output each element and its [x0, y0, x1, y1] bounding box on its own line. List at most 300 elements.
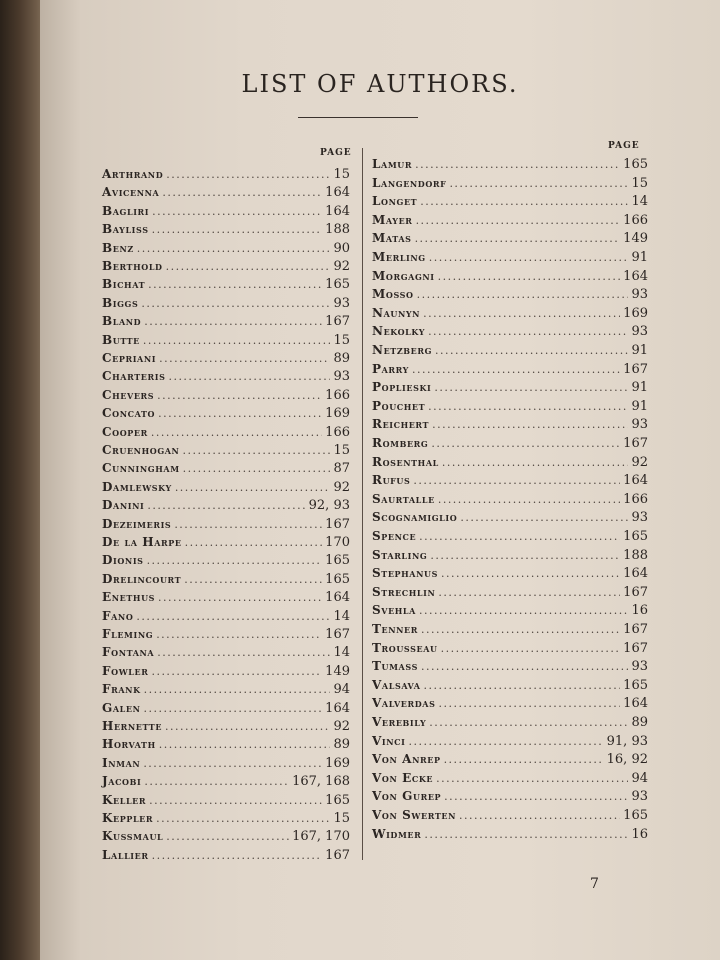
author-name: Concato: [102, 406, 156, 421]
author-name: Spence: [372, 529, 417, 543]
dot-leader: [143, 755, 322, 772]
author-entry: [372, 435, 648, 452]
author-page-ref: 15: [333, 443, 350, 458]
author-entry: [102, 479, 350, 496]
author-name: Fleming: [102, 627, 154, 641]
author-entry: [102, 442, 350, 459]
author-entry: [102, 571, 350, 588]
dot-leader: [175, 479, 331, 496]
dot-leader: [444, 751, 604, 768]
author-name: Pouchet: [372, 398, 426, 413]
dot-leader: [166, 166, 330, 183]
dot-leader: [419, 602, 628, 619]
dot-leader: [184, 571, 322, 588]
author-entry: [102, 276, 350, 293]
author-entry: [372, 509, 648, 526]
author-entry: [102, 203, 350, 220]
dot-leader: [417, 286, 629, 303]
dot-leader: [156, 626, 322, 643]
author-entry: [372, 751, 648, 768]
author-name: Tenner: [372, 622, 418, 636]
author-page-ref: 16: [631, 826, 648, 842]
author-page-ref: 87: [333, 461, 350, 477]
dot-leader: [432, 416, 628, 433]
author-name: Von Swerten: [372, 808, 456, 822]
author-page-ref: 169: [325, 755, 350, 771]
author-page-ref: 188: [325, 222, 350, 238]
author-entry: [372, 230, 648, 247]
author-page-ref: 14: [333, 645, 350, 661]
dot-leader: [162, 184, 322, 201]
author-page-ref: 167: [623, 361, 648, 377]
dot-leader: [183, 460, 331, 477]
dot-leader: [420, 193, 628, 210]
author-entry: [102, 516, 350, 533]
author-entry: [102, 258, 350, 275]
author-name: Hernette: [102, 719, 163, 733]
author-name: Trousseau: [372, 640, 438, 655]
dot-leader: [159, 350, 330, 367]
author-entry: [102, 368, 350, 385]
author-page-ref: 165: [623, 157, 648, 172]
left-page-heading: PAGE: [320, 148, 352, 158]
author-page-ref: 167: [623, 640, 648, 656]
dot-leader: [148, 276, 322, 293]
dot-leader: [412, 361, 620, 378]
dot-leader: [157, 387, 322, 404]
author-name: Naunyn: [372, 305, 421, 320]
author-page-ref: 14: [631, 194, 648, 210]
author-name: Saurtalle: [372, 491, 435, 506]
author-name: Kussmaul: [102, 829, 164, 844]
author-name: Arthrand: [102, 167, 164, 181]
author-page-ref: 166: [623, 491, 648, 507]
dot-leader: [147, 497, 305, 514]
author-entry: [372, 342, 648, 359]
author-name: Bayliss: [102, 222, 149, 237]
author-name: Rosenthal: [372, 454, 439, 469]
dot-leader: [141, 295, 330, 312]
author-entry: [102, 589, 350, 606]
author-name: Cunningham: [102, 461, 180, 476]
dot-leader: [147, 552, 323, 569]
dot-leader: [168, 368, 330, 385]
author-page-ref: 164: [325, 700, 350, 716]
author-name: Frank: [102, 682, 141, 697]
dot-leader: [421, 621, 620, 638]
author-entry: [372, 361, 648, 378]
author-entry: [102, 424, 350, 441]
author-page-ref: 164: [325, 203, 350, 219]
author-page-ref: 93: [631, 510, 648, 526]
author-entry: [372, 695, 648, 712]
author-entry: [102, 700, 350, 717]
dot-leader: [149, 792, 322, 809]
author-entry: [102, 240, 350, 257]
author-page-ref: 167: [325, 847, 350, 863]
author-page-ref: 16, 92: [606, 752, 648, 768]
author-entry: [102, 847, 350, 864]
author-page-ref: 188: [623, 547, 648, 563]
author-name: Valsava: [372, 677, 421, 692]
dot-leader: [152, 221, 323, 238]
author-entry: [102, 405, 350, 422]
author-entry: [372, 565, 648, 582]
dot-leader: [438, 695, 620, 712]
author-entry: [102, 350, 350, 367]
author-name: Poplieski: [372, 380, 432, 395]
author-entry: [372, 268, 648, 285]
dot-leader: [143, 332, 331, 349]
author-name: Tumass: [372, 659, 418, 674]
author-entry: [102, 718, 350, 735]
author-page-ref: 165: [623, 529, 648, 544]
author-name: Fowler: [102, 663, 149, 678]
dot-leader: [424, 677, 621, 694]
author-page-ref: 167: [623, 436, 648, 451]
author-page-ref: 169: [623, 305, 648, 321]
dot-leader: [441, 565, 620, 582]
author-name: Mayer: [372, 212, 413, 227]
author-page-ref: 167: [623, 622, 648, 637]
dot-leader: [429, 714, 628, 731]
author-page-ref: 169: [325, 406, 350, 422]
author-page-ref: 91: [631, 343, 648, 358]
author-page-ref: 93: [631, 324, 648, 340]
author-page-ref: 165: [325, 571, 350, 587]
author-entry: [372, 193, 648, 210]
author-name: Chevers: [102, 387, 155, 402]
author-entry: [102, 736, 350, 753]
author-page-ref: 167: [623, 584, 648, 600]
author-name: Morgagni: [372, 268, 435, 283]
author-name: Damlewsky: [102, 479, 172, 494]
dot-leader: [441, 640, 621, 657]
author-page-ref: 164: [325, 590, 350, 606]
author-entry: [102, 313, 350, 330]
author-page-ref: 164: [623, 566, 648, 582]
author-entry: [372, 305, 648, 322]
dot-leader: [421, 658, 629, 675]
author-page-ref: 164: [623, 268, 648, 284]
dot-leader: [144, 681, 331, 698]
author-entry: [102, 221, 350, 238]
author-page-ref: 149: [623, 231, 648, 247]
dot-leader: [459, 807, 620, 824]
author-page-ref: 89: [631, 715, 648, 730]
author-page-ref: 90: [333, 240, 350, 256]
author-name: Berthold: [102, 259, 163, 273]
dot-leader: [438, 584, 620, 601]
author-name: Drelincourt: [102, 571, 182, 586]
author-entry: [102, 534, 350, 551]
author-page-ref: 165: [325, 277, 350, 293]
author-page-ref: 165: [325, 553, 350, 569]
author-entry: [102, 773, 350, 790]
author-page-ref: 167: [325, 314, 350, 330]
dot-leader: [185, 534, 323, 551]
author-entry: [372, 212, 648, 229]
author-entry: [372, 714, 648, 731]
book-page: [40, 0, 720, 960]
author-name: Dezeimeris: [102, 516, 172, 531]
dot-leader: [158, 405, 322, 422]
author-name: Matas: [372, 231, 412, 246]
dot-leader: [151, 663, 322, 680]
dot-leader: [435, 342, 628, 359]
author-name: Von Gurep: [372, 789, 442, 804]
dot-leader: [423, 305, 620, 322]
author-entry: [372, 770, 648, 787]
author-page-ref: 89: [333, 351, 350, 366]
author-name: Von Anrep: [372, 752, 441, 767]
author-name: Inman: [102, 755, 141, 770]
author-page-ref: 93: [333, 295, 350, 311]
author-entry: [102, 828, 350, 845]
author-name: Lamur: [372, 157, 413, 171]
dot-leader: [449, 175, 628, 192]
author-page-ref: 93: [631, 287, 648, 303]
dot-leader: [156, 810, 330, 827]
author-page-ref: 166: [325, 387, 350, 403]
dot-leader: [165, 718, 330, 735]
dot-leader: [415, 230, 621, 247]
author-page-ref: 170: [325, 535, 350, 550]
author-entry: [372, 826, 648, 843]
dot-leader: [151, 424, 322, 441]
dot-leader: [157, 644, 330, 661]
dot-leader: [434, 379, 628, 396]
author-entry: [102, 663, 350, 680]
author-entry: [102, 810, 350, 827]
author-entry: [102, 681, 350, 698]
author-page-ref: 91: [631, 380, 648, 396]
author-entry: [372, 584, 648, 601]
author-name: Bichat: [102, 277, 146, 292]
author-page-ref: 166: [623, 212, 648, 228]
author-page-ref: 94: [631, 770, 648, 786]
author-entry: [372, 621, 648, 638]
author-page-ref: 15: [333, 167, 350, 182]
author-entry: [372, 416, 648, 433]
author-entry: [102, 626, 350, 643]
author-name: Fano: [102, 608, 134, 623]
author-entry: [372, 156, 648, 173]
dot-leader: [436, 770, 628, 787]
dot-leader: [182, 442, 330, 459]
author-entry: [372, 323, 648, 340]
author-page-ref: 14: [333, 608, 350, 624]
author-page-ref: 165: [623, 808, 648, 823]
dot-leader: [428, 323, 628, 340]
author-name: De la Harpe: [102, 535, 182, 549]
dot-leader: [413, 472, 620, 489]
author-name: Danini: [102, 498, 145, 513]
author-entry: [372, 807, 648, 824]
author-name: Avicenna: [102, 185, 160, 200]
author-name: Bland: [102, 314, 142, 329]
author-page-ref: 164: [623, 473, 648, 489]
dot-leader: [416, 212, 621, 229]
author-entry: [102, 460, 350, 477]
author-entry: [102, 755, 350, 772]
author-entry: [102, 497, 350, 514]
author-entry: [102, 332, 350, 349]
dot-leader: [174, 516, 322, 533]
author-name: Keppler: [102, 811, 154, 825]
dot-leader: [137, 240, 331, 257]
author-page-ref: 93: [631, 417, 648, 433]
author-entry: [102, 608, 350, 625]
dot-leader: [408, 733, 603, 750]
author-page-ref: 164: [325, 185, 350, 201]
author-page-ref: 16: [631, 603, 648, 619]
author-name: Butte: [102, 332, 140, 347]
dot-leader: [431, 435, 620, 452]
author-name: Svehla: [372, 603, 416, 618]
author-name: Langendorf: [372, 175, 447, 190]
page-title: LIST OF AUTHORS.: [241, 70, 519, 98]
dot-leader: [144, 700, 323, 717]
author-name: Nekolky: [372, 324, 426, 339]
author-name: Mosso: [372, 287, 414, 302]
author-page-ref: 167: [325, 627, 350, 642]
author-entry: [102, 387, 350, 404]
author-entry: [102, 552, 350, 569]
author-page-ref: 92: [333, 719, 350, 734]
dot-leader: [438, 491, 620, 508]
author-name: Bagliri: [102, 203, 150, 218]
dot-leader: [430, 547, 620, 564]
dot-leader: [136, 608, 330, 625]
author-entry: [372, 379, 648, 396]
author-page-ref: 93: [631, 789, 648, 805]
author-entry: [372, 658, 648, 675]
dot-leader: [438, 268, 621, 285]
author-page-ref: 89: [333, 737, 350, 753]
author-name: Enethus: [102, 590, 156, 605]
author-page-ref: 92: [333, 479, 350, 495]
author-page-ref: 91: [631, 250, 648, 265]
author-page-ref: 167, 168: [292, 774, 350, 790]
author-page-ref: 164: [623, 696, 648, 712]
author-name: Reichert: [372, 417, 430, 432]
author-name: Fontana: [102, 645, 155, 660]
dot-leader: [144, 773, 289, 790]
dot-leader: [444, 788, 628, 805]
author-entry: [372, 472, 648, 489]
author-name: Charteris: [102, 369, 166, 384]
author-name: Dionis: [102, 553, 144, 568]
author-name: Scognamiglio: [372, 510, 458, 525]
author-name: Cruenhogan: [102, 443, 180, 457]
dot-leader: [442, 454, 629, 471]
author-page-ref: 167, 170: [292, 829, 350, 845]
author-name: Horvath: [102, 737, 156, 752]
author-page-ref: 15: [333, 811, 350, 826]
author-name: Netzberg: [372, 343, 432, 357]
author-entry: [372, 491, 648, 508]
author-entry: [372, 602, 648, 619]
author-name: Keller: [102, 792, 147, 807]
author-page-ref: 92: [333, 259, 350, 274]
dot-leader: [419, 528, 620, 545]
right-page-heading: PAGE: [608, 141, 640, 151]
dot-leader: [144, 313, 322, 330]
author-entry: [372, 175, 648, 192]
author-name: Biggs: [102, 295, 139, 310]
author-page-ref: 166: [325, 424, 350, 440]
dot-leader: [415, 156, 620, 173]
author-page-ref: 92: [631, 454, 648, 470]
author-name: Stephanus: [372, 566, 438, 581]
page-number: 7: [590, 876, 599, 892]
author-name: Widmer: [372, 826, 422, 841]
author-name: Cooper: [102, 424, 148, 439]
dot-leader: [152, 203, 322, 220]
author-name: Jacobi: [102, 774, 142, 789]
dot-leader: [166, 258, 331, 275]
author-name: Vinci: [372, 733, 406, 748]
dot-leader: [152, 847, 323, 864]
author-entry: [372, 286, 648, 303]
dot-leader: [424, 826, 628, 843]
author-entry: [372, 788, 648, 805]
author-entry: [372, 547, 648, 564]
author-name: Von Ecke: [372, 770, 434, 785]
author-name: Valverdas: [372, 696, 436, 711]
author-entry: [372, 249, 648, 266]
author-entry: [372, 640, 648, 657]
author-entry: [102, 166, 350, 183]
author-page-ref: 91: [631, 398, 648, 414]
dot-leader: [429, 249, 629, 266]
author-entry: [372, 454, 648, 471]
author-name: Lallier: [102, 847, 149, 862]
author-page-ref: 165: [623, 677, 648, 693]
author-page-ref: 149: [325, 663, 350, 679]
author-page-ref: 167: [325, 516, 350, 532]
dot-leader: [428, 398, 628, 415]
author-page-ref: 93: [631, 659, 648, 675]
author-entry: [102, 644, 350, 661]
author-page-ref: 91, 93: [606, 733, 648, 749]
column-divider: [362, 148, 363, 860]
dot-leader: [166, 828, 289, 845]
author-page-ref: 93: [333, 369, 350, 385]
author-name: Benz: [102, 240, 134, 255]
title-rule: [298, 117, 418, 118]
author-name: Romberg: [372, 436, 429, 450]
dot-leader: [158, 589, 322, 606]
author-name: Verebily: [372, 715, 427, 729]
author-entry: [372, 677, 648, 694]
author-page-ref: 165: [325, 792, 350, 808]
author-name: Parry: [372, 361, 409, 376]
author-name: Merling: [372, 250, 426, 264]
author-entry: [102, 184, 350, 201]
author-name: Starling: [372, 547, 428, 562]
author-entry: [372, 398, 648, 415]
author-entry: [372, 733, 648, 750]
author-entry: [102, 792, 350, 809]
author-name: Cepriani: [102, 351, 157, 365]
dot-leader: [460, 509, 628, 526]
author-page-ref: 92, 93: [308, 498, 350, 514]
dot-leader: [159, 736, 331, 753]
author-name: Galen: [102, 700, 141, 715]
author-page-ref: 94: [333, 682, 350, 698]
